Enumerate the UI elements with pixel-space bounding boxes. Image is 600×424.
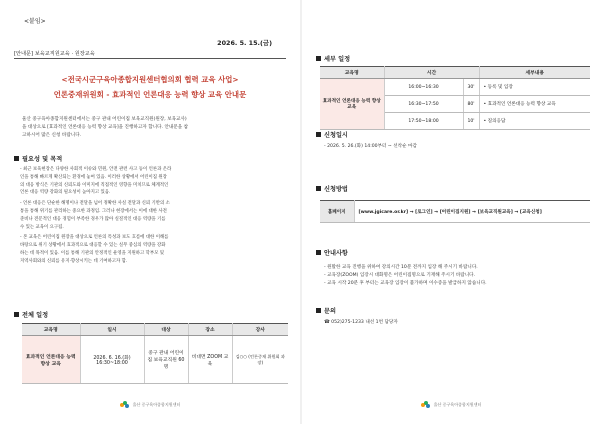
intro-line: 을 대상으로 [효과적인 언론대응 능력 향상 교육]을 진행하고자 합니다. 안내문을 참	[22, 125, 189, 130]
purpose-line: 인을 통해 빠르게 확산되는 환경에 놓여 있음. 이러한 상황에서 어린이집 원장	[20, 174, 167, 180]
purpose-line: 수 있는 교육이 요구됨.	[20, 224, 64, 230]
detail-course-name: 효과적인 언론대응 능력 향상 교육	[320, 79, 384, 130]
title-line-2: 언론중재위원회 - 효과적인 언론대응 능력 향상 교육 안내문	[53, 90, 247, 99]
page-right	[302, 0, 600, 424]
document-category: [안내문] 보육교직원교육 · 원장교육	[14, 51, 95, 57]
document-date: 2026. 5. 15.(금)	[217, 39, 272, 47]
square-bullet-icon	[316, 250, 321, 255]
schedule-heading: 전체 일정	[14, 310, 48, 319]
col-header: 일시	[80, 324, 144, 336]
purpose-line: 준비나 전문적인 대응 경험이 부족한 경우가 많아 실질적인 대응 역량을 기를	[20, 216, 166, 222]
purpose-line: 하는 데 목적이 있음. 이를 통해 기관의 안정적인 운영을 지원하고 학부모 및	[20, 250, 164, 256]
guide-item: - 교육 시작 20분 후 부터는 교육장 입장이 불가하며 이수증을 발급하지 않습니다.	[324, 281, 487, 286]
col-header: 교육명	[22, 324, 80, 336]
col-header: 시간	[384, 67, 479, 79]
title-line-1: <전국시군구육아종합지원센터협의회 협력 교육 사업>	[61, 75, 239, 84]
detail-heading: 세부 일정	[316, 54, 350, 63]
detail-time: 17:50~18:00	[384, 113, 463, 130]
col-header: 교육명	[320, 67, 384, 79]
guide-item: - 교육장(ZOOM) 입장시 대화명은 어린이집명으로 기재해 주시기 바랍니다.	[324, 273, 476, 278]
detail-time: 16:30~17:50	[384, 96, 463, 113]
col-header: 장소	[188, 324, 232, 336]
center-logo-icon	[120, 401, 129, 408]
col-header: 세부내용	[479, 67, 590, 79]
method-table	[320, 200, 590, 223]
footer-org: 울산 중구육아종합지원센터	[132, 401, 181, 407]
detail-content: • 질의응답	[479, 113, 590, 130]
purpose-heading: 필요성 및 목적	[14, 154, 62, 163]
purpose-line: 의 대응 방식은 기관의 신뢰도와 이미지에 직접적인 영향을 미치므로 체계적인	[20, 182, 169, 188]
period-text: - 2026. 5. 26.(화) 14:00부터 ~ 선착순 마감	[324, 144, 417, 149]
square-bullet-icon	[14, 156, 19, 161]
detail-content: • 등록 및 입장	[479, 79, 590, 96]
table-row	[320, 79, 590, 96]
square-bullet-icon	[14, 312, 19, 317]
col-header: 대상	[144, 324, 188, 336]
method-path: [www.jgicare.or.kr] → [로그인] → [어린이집지원] → [보육교직원교육] → [교육신청]	[354, 201, 590, 223]
detail-minutes: 80'	[463, 96, 479, 113]
guide-item: - 원활한 교육 진행을 위하여 강의시간 10분 전까지 입장 해 주시기 바랍니다.	[324, 265, 478, 270]
method-label: 홈페이지	[320, 201, 354, 223]
intro-line: 울산 중구육아종합지원센터에서는 중구 관내 어린이집 보육교직원(원장, 보육교사)	[22, 117, 187, 122]
square-bullet-icon	[316, 308, 321, 313]
col-header: 강사	[232, 324, 288, 336]
footer	[0, 401, 300, 408]
detail-schedule-table	[320, 66, 590, 130]
center-logo-icon	[421, 401, 430, 408]
footer-org: 울산 중구육아종합지원센터	[433, 401, 482, 407]
contact-heading: 문의	[316, 306, 336, 315]
purpose-line: 언론 대응 역량 강화의 필요성이 높아지고 있음.	[20, 190, 111, 196]
top-divider	[14, 58, 286, 59]
intro-line: 고하시어 많은 신청 바랍니다.	[22, 133, 82, 138]
period-heading: 신청일시	[316, 130, 348, 139]
footer	[302, 401, 600, 408]
detail-minutes: 10'	[463, 113, 479, 130]
table-row	[320, 201, 590, 223]
attachment-label: <붙임>	[24, 18, 46, 25]
purpose-line: - 본 교육은 어린이집 원장을 대상으로 언론의 특성과 보도 흐름에 대한 이해를	[20, 235, 169, 241]
course-place: 비대면 ZOOM 교육	[188, 336, 232, 384]
square-bullet-icon	[316, 132, 321, 137]
course-name: 효과적인 언론대응 능력 향상 교육	[22, 336, 80, 384]
purpose-line: - 최근 보육현장은 다양한 사회적 이슈와 민원, 안전 관련 사고 등이 언론과 온라	[20, 167, 172, 172]
course-lecturer: 김○○ (언론중재 위원회 과장)	[232, 336, 288, 384]
intro-text	[16, 112, 280, 146]
purpose-line: 지역사회와의 신뢰를 유지·향상시키는 데 기여하고자 함.	[20, 258, 128, 264]
detail-content: • 효과적인 언론대응 능력 향상 교육	[479, 96, 590, 113]
detail-time: 16:00~16:30	[384, 79, 463, 96]
purpose-line: 바탕으로 위기 상황에서 효과적으로 대응할 수 있는 실무 중심의 역량을 강화	[20, 243, 166, 249]
course-datetime: 2026. 6. 16.(화) 16:30~18:00	[80, 336, 144, 384]
method-heading: 신청방법	[316, 184, 348, 193]
purpose-line: - 언론 대응은 단순한 해명이나 전달을 넘어 정확한 사실 전달과 신뢰 기반의 소	[20, 201, 170, 207]
guide-list	[324, 264, 590, 288]
overall-schedule-table	[22, 323, 288, 384]
purpose-line: 통을 통해 위기를 관리하는 중요한 과정임. 그러나 현장에서는 이에 대한 사전	[20, 208, 167, 214]
square-bullet-icon	[316, 186, 321, 191]
contact-text: ☎ 052)275-1233 내선 1번 담당자	[324, 320, 398, 325]
purpose-body	[20, 166, 286, 306]
detail-minutes: 30'	[463, 79, 479, 96]
square-bullet-icon	[316, 56, 321, 61]
course-target: 중구 관내 어린이집 보육교직원 60명	[144, 336, 188, 384]
guide-heading: 안내사항	[316, 248, 348, 257]
table-row	[22, 336, 288, 384]
